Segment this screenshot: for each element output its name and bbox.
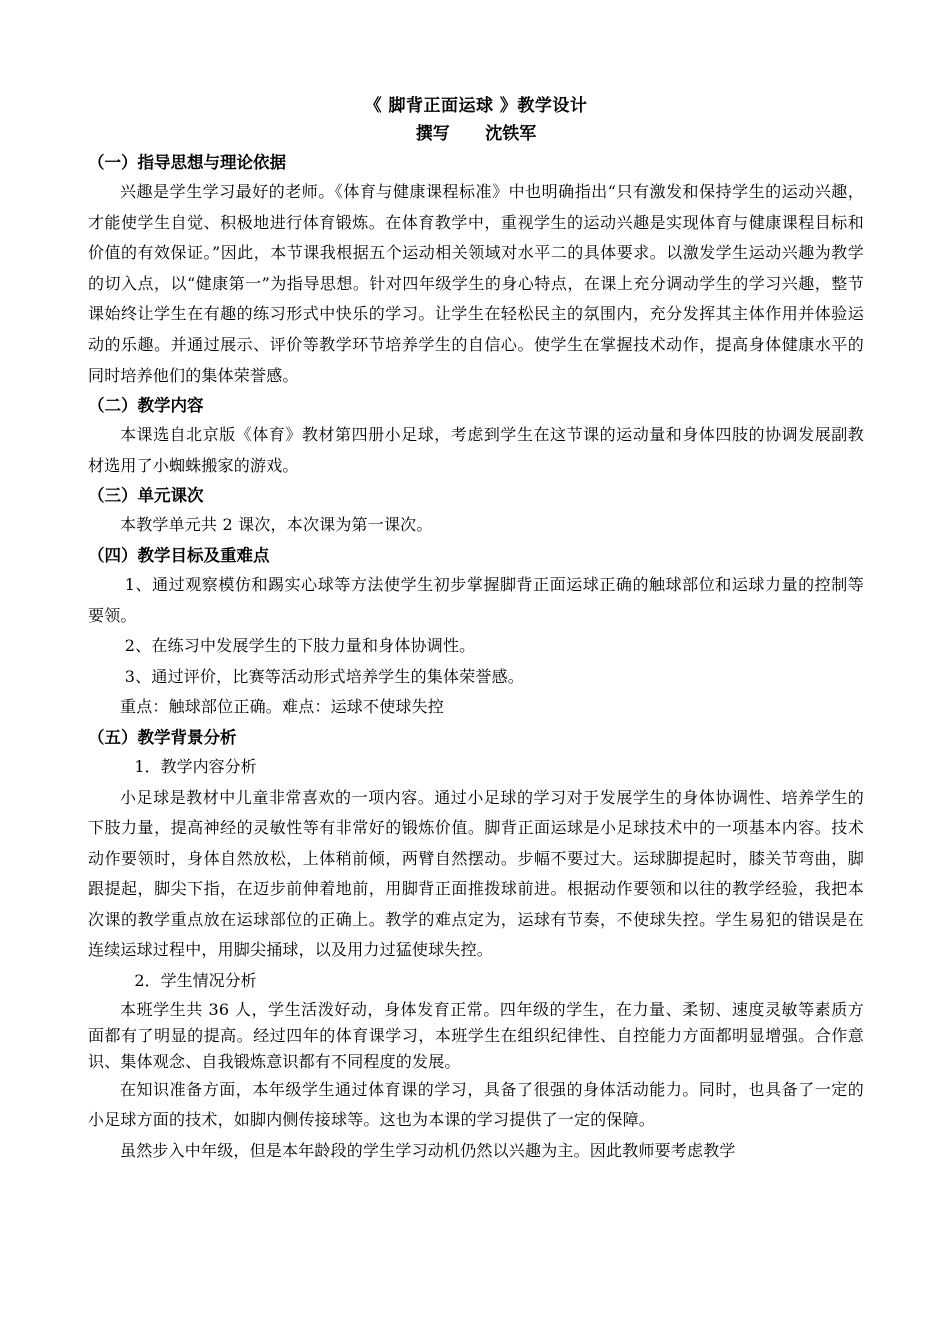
section-4-heading: （四）教学目标及重难点 [88,545,270,565]
objective-item-2: 2、在练习中发展学生的下肢力量和身体协调性。 [124,636,476,656]
objective-item-1: 1、通过观察模仿和踢实心球等方法使学生初步掌握脚背正面运球正确的触球部位和运球力量的控制等要领。 [88,574,864,625]
key-difficult-points: 重点：触球部位正确。难点：运球不使球失控 [120,697,445,717]
student-analysis-paragraph: 本班学生共 36 人，学生活泼好动，身体发育正常。四年级的学生，在力量、柔韧、速度灵敏等素质方面都有了明显的提高。经过四年的体育课学习，本班学生在组织纪律性、自控能力方面都明显增强。合作意识、集体观念、自我锻炼意识都有不同程度的发展。 [88,999,864,1071]
learning-motivation-paragraph: 虽然步入中年级，但是本年龄段的学生学习动机仍然以兴趣为主。因此教师要考虑教学 [120,1140,736,1160]
section-3-heading: （三）单元课次 [88,486,204,506]
document-page [88,92,864,1166]
section-1-heading: （一）指导思想与理论依据 [88,153,286,172]
section-2-paragraph: 本课选自北京版《体育》教材第四册小足球，考虑到学生在这节课的运动量和身体四肢的协调发展副教材选用了小蜘蛛搬家的游戏。 [88,425,864,475]
subsection-2-heading: 2．学生情况分析 [134,971,257,991]
section-2-heading: （二）教学内容 [88,396,204,416]
objective-item-3: 3、通过评价，比赛等活动形式培养学生的集体荣誉感。 [124,666,524,686]
document-title: 《 脚背正面运球 》教学设计 [364,96,588,116]
subsection-1-heading: 1．教学内容分析 [134,756,257,776]
content-analysis-paragraph: 小足球是教材中儿童非常喜欢的一项内容。通过小足球的学习对于发展学生的身体协调性、培养学生的下肢力量，提高神经的灵敏性等有非常好的锻炼价值。脚背正面运球是小足球技术中的一项基本内容。技术动作要领时，身体自然放松，上体稍前倾，两臂自然摆动。步幅不要过大。运球脚提起时，膝关节弯曲，脚跟提起，脚尖下指，在迈步前伸着地前，用脚背正面推拨球前进。根据动作要领和以往的教学经验，我把本次课的教学重点放在运球部位的正确上。教学的难点定为，运球有节奏，不使球失控。学生易犯的错误是在连续运球过程中，用脚尖捅球，以及用力过猛使球失控。 [88,787,864,960]
knowledge-preparation-paragraph: 在知识准备方面，本年级学生通过体育课的学习，具备了很强的身体活动能力。同时，也具备了一定的小足球方面的技术，如脚内侧传接球等。这也为本课的学习提供了一定的保障。 [88,1079,864,1130]
section-1-paragraph: 兴趣是学生学习最好的老师。《体育与健康课程标准》中也明确指出“只有激发和保持学生的运动兴趣，才能使学生自觉、积极地进行体育锻炼。在体育教学中，重视学生的运动兴趣是实现体育与健康课程目标和价值的有效保证。”因此，本节课我根据五个运动相关领域对水平二的具体要求。以激发学生运动兴趣为教学的切入点，以“健康第一”为指导思想。针对四年级学生的身心特点，在课上充分调动学生的学习兴趣，整节课始终让学生在有趣的练习形式中快乐的学习。让学生在轻松民主的氛围内，充分发挥其主体作用并体验运动的乐趣。并通过展示、评价等教学环节培养学生的自信心。使学生在掌握技术动作，提高身体健康水平的同时培养他们的集体荣誉感。 [88,182,864,385]
document-author: 撰写 沈铁军 [415,124,537,144]
section-3-paragraph: 本教学单元共 2 课次，本次课为第一课次。 [120,515,433,535]
section-5-heading: （五）教学背景分析 [88,727,237,747]
